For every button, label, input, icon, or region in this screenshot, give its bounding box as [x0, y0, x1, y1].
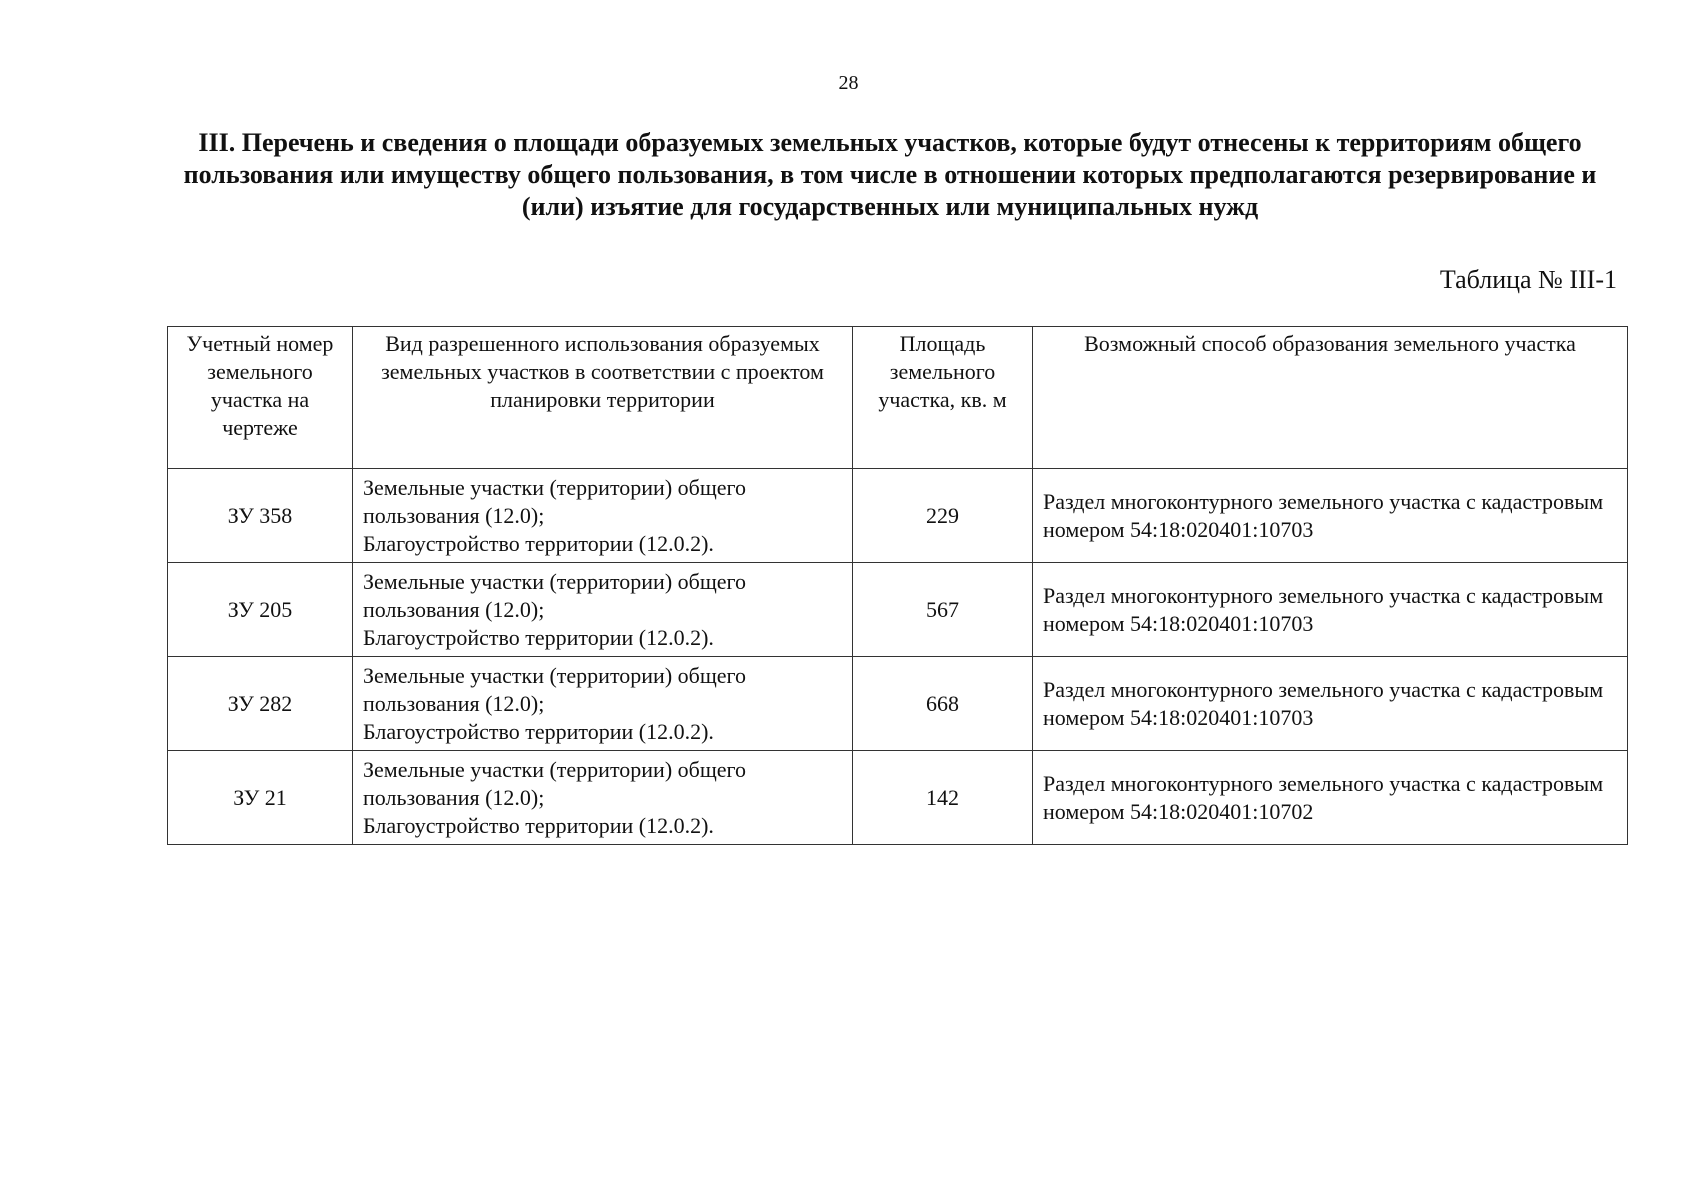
permitted-use-line: Земельные участки (территории) общего пользования (12.0); [363, 756, 747, 810]
section-heading: III. Перечень и сведения о площади образуемых земельных участков, которые будут отнесены к территориям общего пользования или имуществу общего пользования, в том числе в отношении которых предполагаются резервирование и (или) изъятие для государственных или муниципальных нужд [183, 128, 1597, 221]
formation-method-cell: Раздел многоконтурного земельного участка с кадастровым номером 54:18:020401:10703 [1033, 563, 1628, 657]
area-cell: 229 [853, 469, 1033, 563]
table-row [168, 657, 1628, 751]
area-cell: 142 [853, 751, 1033, 845]
land-plots-table [167, 326, 1628, 845]
table-row [168, 751, 1628, 845]
permitted-use-line: Земельные участки (территории) общего пользования (12.0); [363, 474, 747, 528]
permitted-use-cell [353, 657, 853, 751]
permitted-use-cell [353, 751, 853, 845]
table-row [168, 563, 1628, 657]
header-area: Площадь земельного участка, кв. м [853, 327, 1033, 469]
permitted-use-line: Благоустройство территории (12.0.2). [363, 812, 714, 838]
header-plot-number: Учетный номер земельного участка на чертеже [168, 327, 353, 469]
table-caption: Таблица № III-1 [1439, 265, 1617, 294]
permitted-use-line: Земельные участки (территории) общего пользования (12.0); [363, 568, 747, 622]
header-permitted-use: Вид разрешенного использования образуемых земельных участков в соответствии с проектом планировки территории [353, 327, 853, 469]
permitted-use-line: Благоустройство территории (12.0.2). [363, 624, 714, 650]
formation-method-cell: Раздел многоконтурного земельного участка с кадастровым номером 54:18:020401:10703 [1033, 469, 1628, 563]
permitted-use-line: Благоустройство территории (12.0.2). [363, 718, 714, 744]
area-cell: 567 [853, 563, 1033, 657]
formation-method-cell: Раздел многоконтурного земельного участка с кадастровым номером 54:18:020401:10703 [1033, 657, 1628, 751]
permitted-use-line: Земельные участки (территории) общего пользования (12.0); [363, 662, 747, 716]
table-row [168, 469, 1628, 563]
permitted-use-cell [353, 563, 853, 657]
plot-number-cell: ЗУ 21 [168, 751, 353, 845]
area-cell: 668 [853, 657, 1033, 751]
formation-method-cell: Раздел многоконтурного земельного участка с кадастровым номером 54:18:020401:10702 [1033, 751, 1628, 845]
header-formation-method: Возможный способ образования земельного участка [1033, 327, 1628, 469]
table-header-row [168, 327, 1628, 469]
plot-number-cell: ЗУ 358 [168, 469, 353, 563]
permitted-use-line: Благоустройство территории (12.0.2). [363, 530, 714, 556]
page-number: 28 [838, 72, 859, 94]
permitted-use-cell [353, 469, 853, 563]
plot-number-cell: ЗУ 205 [168, 563, 353, 657]
plot-number-cell: ЗУ 282 [168, 657, 353, 751]
